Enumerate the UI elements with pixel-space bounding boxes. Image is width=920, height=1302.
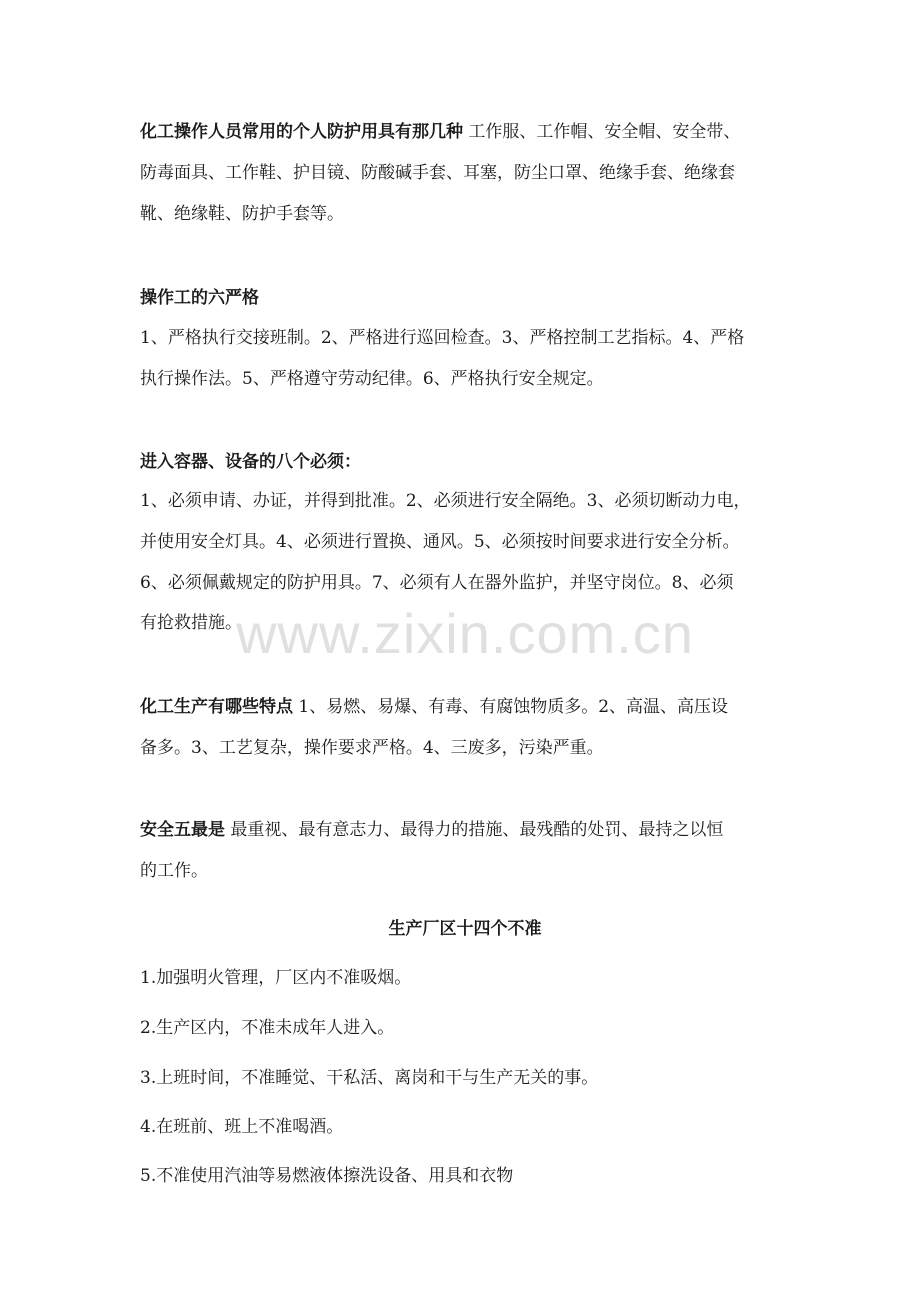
ppe-line-2: 防毒面具、工作鞋、护目镜、防酸碱手套、耳塞，防尘口罩、绝缘手套、绝缘套	[140, 163, 735, 183]
eight-musts-line-1: 1、必须申请、办证，并得到批准。2、必须进行安全隔绝。3、必须切断动力电，	[140, 491, 751, 511]
six-strict-line-1: 1、严格执行交接班制。2、严格进行巡回检查。3、严格控制工艺指标。4、严格	[140, 328, 745, 348]
eight-musts-line-3: 6、必须佩戴规定的防护用具。7、必须有人在器外监护，并坚守岗位。8、必须	[140, 573, 734, 593]
list-item: 3.上班时间，不准睡觉、干私活、离岗和干与生产无关的事。	[140, 1068, 599, 1088]
fourteen-nots-title: 生产厂区十四个不准	[388, 919, 542, 939]
eight-musts-heading: 进入容器、设备的八个必须：	[140, 452, 361, 472]
features-line-2: 备多。3、工艺复杂，操作要求严格。4、三废多，污染严重。	[140, 738, 604, 758]
five-most-text: 最重视、最有意志力、最得力的措施、最残酷的处罚、最持之以恒	[225, 820, 724, 840]
eight-musts-line-2: 并使用安全灯具。4、必须进行置换、通风。5、必须按时间要求进行安全分析。	[140, 532, 740, 552]
ppe-text: 工作服、工作帽、安全帽、安全带、	[463, 122, 741, 142]
six-strict-line-2: 执行操作法。5、严格遵守劳动纪律。6、严格执行安全规定。	[140, 369, 604, 389]
watermark: www.zixin.com.cn	[236, 602, 694, 665]
features-heading: 化工生产有哪些特点	[140, 697, 293, 717]
list-item: 1.加强明火管理，厂区内不准吸烟。	[140, 968, 412, 988]
six-strict-heading: 操作工的六严格	[140, 288, 259, 308]
ppe-line-1	[140, 120, 790, 144]
ppe-line-3: 靴、绝缘鞋、防护手套等。	[140, 204, 344, 224]
five-most-heading: 安全五最是	[140, 820, 225, 840]
list-item: 4.在班前、班上不准喝酒。	[140, 1117, 344, 1137]
five-most-line-2: 的工作。	[140, 861, 208, 881]
ppe-heading: 化工操作人员常用的个人防护用具有那几种	[140, 122, 463, 142]
five-most-line-1	[140, 818, 790, 842]
list-item: 5.不准使用汽油等易燃液体擦洗设备、用具和衣物	[140, 1166, 514, 1186]
eight-musts-line-4: 有抢救措施。	[140, 613, 242, 633]
features-line-1	[140, 695, 790, 719]
list-item: 2.生产区内，不准未成年人进入。	[140, 1018, 395, 1038]
features-text: 1、易燃、易爆、有毒、有腐蚀物质多。2、高温、高压设	[293, 697, 729, 717]
